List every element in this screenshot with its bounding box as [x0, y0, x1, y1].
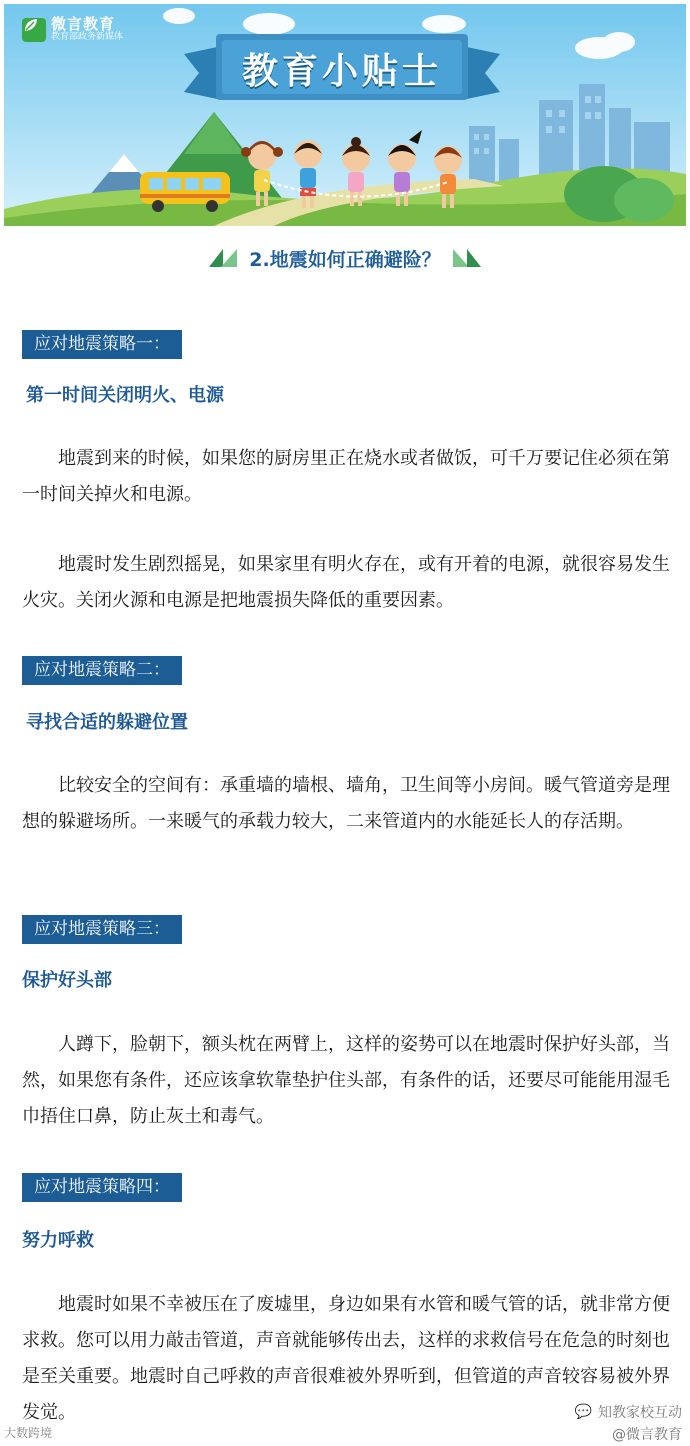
logo-subtitle: 教育部政务新媒体 [51, 32, 124, 42]
paragraph: 地震时发生剧烈摇晃，如果家里有明火存在，或有开着的电源，就很容易发生火灾。关闭火源和电源是把地震损失降低的重要因素。 [22, 554, 670, 611]
watermark-weibo: @微言教育 [612, 1427, 682, 1443]
strategy-subhead-2: 寻找合适的躲避位置 [26, 712, 188, 733]
leaf-icon [22, 18, 46, 42]
paragraph: 地震到来的时候，如果您的厨房里正在烧水或者做饭，可千万要记住必须在第一时间关掉火和电源。 [22, 448, 670, 505]
strategy-label-1: 应对地震策略一： [22, 330, 182, 359]
watermark-right [575, 1402, 682, 1422]
watermark-left-text: 大数跨境 [4, 1426, 53, 1440]
section-title [0, 242, 690, 274]
watermark-right-text: 知教家校互动 [598, 1405, 682, 1421]
header-banner [4, 4, 686, 226]
strategy-label-4: 应对地震策略四： [22, 1173, 182, 1202]
strategy-subhead-4: 努力呼救 [22, 1230, 94, 1251]
triangle-left-icon [209, 249, 239, 267]
triangle-right-icon [451, 249, 481, 267]
paragraph: 人蹲下，脸朝下，额头枕在两臂上，这样的姿势可以在地震时保护好头部，当然，如果您有条件，还应该拿软靠垫护住头部，有条件的话，还要尽可能能用湿毛巾捂住口鼻，防止灰土和毒气。 [22, 1034, 670, 1127]
strategy-label-2: 应对地震策略二： [22, 656, 182, 685]
watermark-left [4, 1424, 52, 1441]
strategy-label-3: 应对地震策略三： [22, 915, 182, 944]
chat-bubble-icon: 💬 [574, 1404, 592, 1420]
section-title-text: 2.地震如何正确避险？ [249, 248, 441, 271]
strategy-subhead-3: 保护好头部 [22, 970, 112, 991]
brand-logo [22, 16, 123, 43]
logo-name: 微言教育 [51, 15, 116, 33]
paragraph: 比较安全的空间有：承重墙的墙根、墙角，卫生间等小房间。暖气管道旁是理想的躲避场所。一来暖气的承载力较大，二来管道内的水能延长人的存活期。 [22, 775, 670, 832]
banner-title: 教育小贴士 [241, 50, 442, 92]
paragraph: 地震时如果不幸被压在了废墟里，身边如果有水管和暖气管的话，就非常方便求救。您可以用力敲击管道，声音就能够传出去，这样的求救信号在危急的时刻也是至关重要。地震时自己呼救的声音很难被外界听到，但管道的声音较容易被外界发觉。 [22, 1294, 670, 1423]
strategy-subhead-1: 第一时间关闭明火、电源 [26, 385, 224, 406]
